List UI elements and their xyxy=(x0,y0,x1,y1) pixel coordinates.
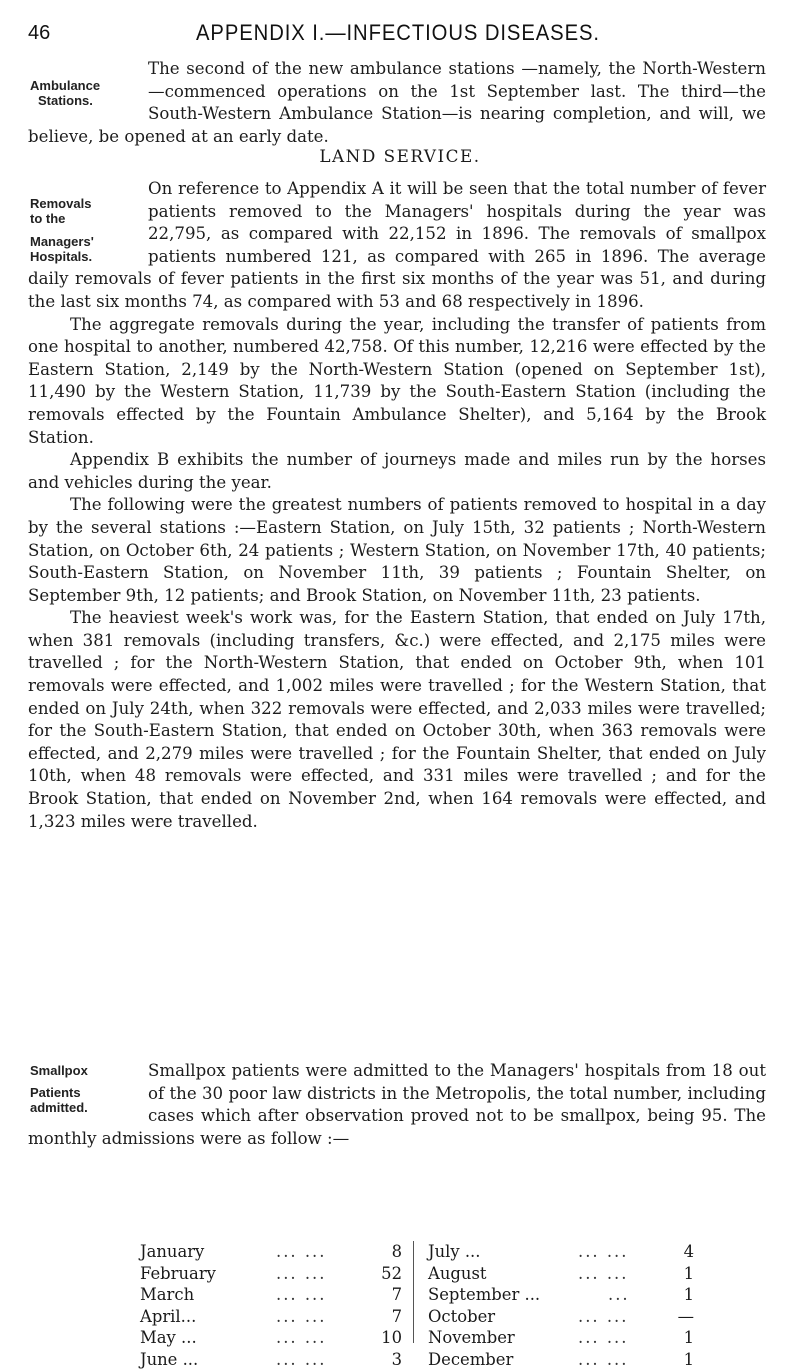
margin-spacer xyxy=(28,178,148,266)
ambulance-stations-section xyxy=(28,58,766,148)
table-row xyxy=(140,1241,402,1263)
paragraph-aggregate-removals: The aggregate removals during the year, including the transfer of patients from one hospital to another, numbered 42,758. Of this number, 12,216 were effected by the Eastern Station, 2,149 by the North-Western Station (opened on September 1st), 11,490 by the Western Station, 11,739 by the South-Eastern Station (including the removals effected by the Fountain Ambulance Shelter), and 5,164 by the Brook Station. xyxy=(28,314,766,450)
margin-note-line: Stations. xyxy=(30,93,100,108)
paragraph-heaviest-week: The heaviest week's work was, for the Eastern Station, that ended on July 17th, when 381 removals (including transfers, &c.) were effected, and 2,175 miles were travelled ; for the North-Western Station, that ended on October 9th, when 101 removals were effected, and 1,002 miles were travelled ; for the Western Station, that ended on July 24th, when 322 removals were effected, and 2,033 miles were travelled; for the South-Eastern Station, that ended on October 30th, when 363 removals were effected, and 2,279 miles were travelled ; for the Fountain Shelter, that ended on July 10th, when 48 removals were effected, and 331 miles were travelled ; and for the Brook Station, that ended on November 2nd, when 164 removals were effected, and 1,323 miles were travelled. xyxy=(28,607,766,833)
paragraph-smallpox-admissions: Smallpox patients were admitted to the Managers' hospitals from 18 out of the 30 poor law districts in the Metropolis, the total number, including cases which after observation proved not to be smallpox, being 95. The monthly admissions were as follow :— xyxy=(28,1060,766,1150)
table-column-jan-jun xyxy=(140,1241,402,1370)
month-label: December xyxy=(428,1349,513,1370)
leader-dots: ... ... xyxy=(578,1306,628,1328)
month-label: September ... xyxy=(428,1284,540,1306)
month-label: February xyxy=(140,1263,216,1285)
leader-dots: ... ... xyxy=(578,1327,628,1349)
table-row xyxy=(428,1327,694,1349)
month-label: May ... xyxy=(140,1327,197,1349)
month-value: 7 xyxy=(392,1306,402,1328)
paragraph-appendix-b: Appendix B exhibits the number of journeys made and miles run by the horses and vehicles during the year. xyxy=(28,449,766,494)
month-label: July ... xyxy=(428,1241,480,1263)
margin-note-line: admitted. xyxy=(30,1100,88,1115)
leader-dots: ... ... xyxy=(578,1263,628,1285)
margin-spacer xyxy=(28,1060,148,1126)
margin-note-line: Smallpox xyxy=(30,1063,88,1078)
table-divider xyxy=(413,1241,414,1343)
month-value: — xyxy=(678,1306,694,1328)
margin-note-line: Patients xyxy=(30,1085,88,1100)
month-value: 8 xyxy=(392,1241,402,1263)
smallpox-section xyxy=(28,1060,766,1150)
table-row xyxy=(140,1263,402,1285)
leader-dots: ... ... xyxy=(276,1349,326,1370)
month-value: 3 xyxy=(392,1349,402,1370)
month-label: April... xyxy=(140,1306,196,1328)
month-label: November xyxy=(428,1327,515,1349)
margin-note-line: Removals xyxy=(30,196,94,211)
month-value: 7 xyxy=(392,1284,402,1306)
leader-dots: ... ... xyxy=(276,1241,326,1263)
section-heading-land-service: LAND SERVICE. xyxy=(0,146,800,166)
running-head: APPENDIX I.—INFECTIOUS DISEASES. xyxy=(196,20,600,46)
month-label: October xyxy=(428,1306,495,1328)
table-row xyxy=(140,1306,402,1328)
month-label: June ... xyxy=(140,1349,198,1370)
leader-dots: ... ... xyxy=(276,1306,326,1328)
leader-dots: ... ... xyxy=(276,1327,326,1349)
table-row xyxy=(428,1284,694,1306)
month-value: 10 xyxy=(381,1327,402,1349)
month-value: 52 xyxy=(381,1263,402,1285)
paragraph-removals-totals: On reference to Appendix A it will be seen that the total number of fever patients removed to the Managers' hospitals during the year was 22,795, as compared with 22,152 in 1896. The removals of smallpox patients numbered 121, as compared with 265 in 1896. The average daily removals of fever patients in the first six months of the year was 51, and during the last six months 74, as compared with 53 and 68 respectively in 1896. xyxy=(28,178,766,314)
margin-note-line: Managers' xyxy=(30,234,94,249)
table-column-jul-dec xyxy=(428,1241,694,1370)
paragraph-ambulance-stations: The second of the new ambulance stations —namely, the North-Western—commenced operations on the 1st September last. The third—the South-Western Ambulance Station—is nearing completion, and will, we believe, be opened at an early date. xyxy=(28,58,766,148)
table-row xyxy=(140,1284,402,1306)
leader-dots: ... ... xyxy=(276,1263,326,1285)
paragraph-greatest-numbers: The following were the greatest numbers of patients removed to hospital in a day by the several stations :—Eastern Station, on July 15th, 32 patients ; North-Western Station, on October 6th, 24 patients ; Western Station, on November 17th, 40 patients; South-Eastern Station, on November 11th, 39 patients ; Fountain Shelter, on September 9th, 12 patients; and Brook Station, on November 11th, 23 patients. xyxy=(28,494,766,607)
margin-spacer xyxy=(28,58,148,124)
removals-section xyxy=(28,178,766,833)
month-value: 1 xyxy=(684,1349,694,1370)
leader-dots: ... xyxy=(608,1284,630,1306)
table-row xyxy=(428,1306,694,1328)
margin-note-line: to the xyxy=(30,211,94,226)
margin-note-line: Ambulance xyxy=(30,78,100,93)
table-row xyxy=(140,1349,402,1370)
month-value: 1 xyxy=(684,1263,694,1285)
month-value: 4 xyxy=(684,1241,694,1263)
margin-note-line: Hospitals. xyxy=(30,249,94,264)
month-label: March xyxy=(140,1284,194,1306)
leader-dots: ... ... xyxy=(578,1241,628,1263)
table-row xyxy=(428,1241,694,1263)
month-label: January xyxy=(140,1241,204,1263)
page-number: 46 xyxy=(28,22,50,45)
table-row xyxy=(428,1263,694,1285)
leader-dots: ... ... xyxy=(578,1349,628,1370)
table-row xyxy=(140,1327,402,1349)
month-value: 1 xyxy=(684,1284,694,1306)
monthly-admissions-table xyxy=(140,1241,700,1346)
month-value: 1 xyxy=(684,1327,694,1349)
month-label: August xyxy=(428,1263,486,1285)
leader-dots: ... ... xyxy=(276,1284,326,1306)
table-row xyxy=(428,1349,694,1370)
